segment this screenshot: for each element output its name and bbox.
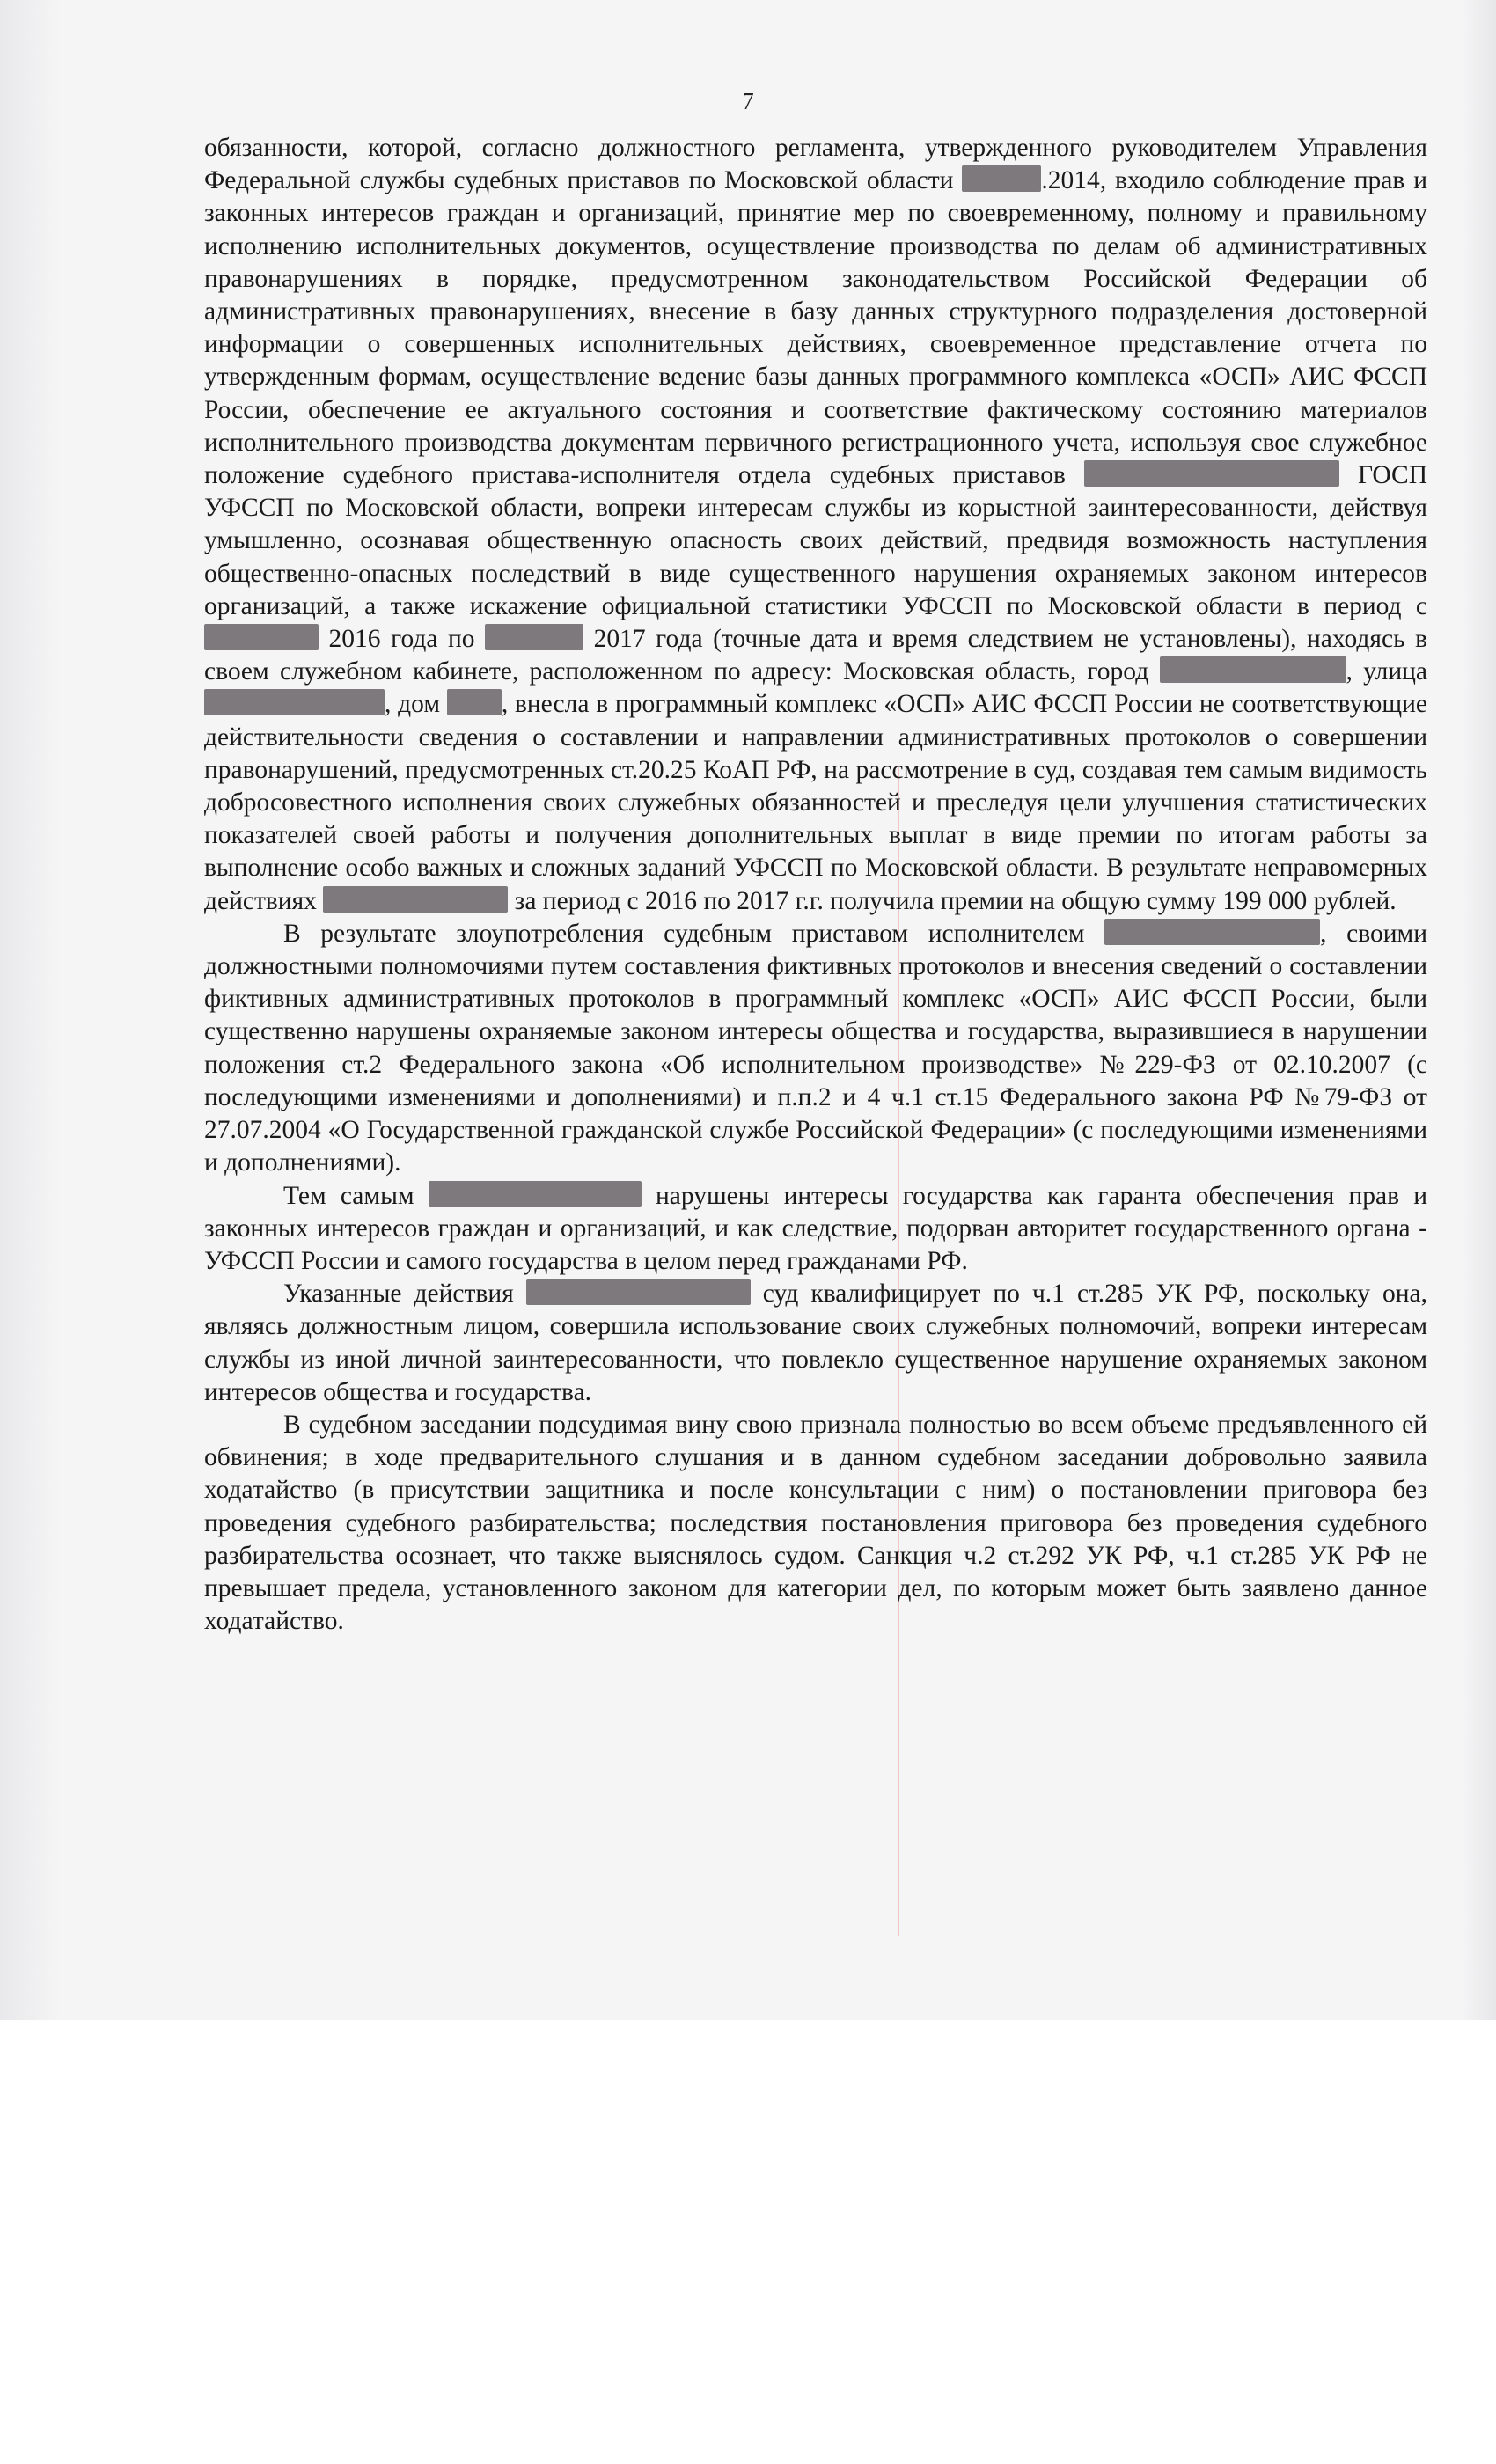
redaction-block: [962, 165, 1041, 192]
scan-shadow-left: [0, 0, 62, 2020]
redaction-block: [429, 1181, 642, 1207]
text-run: ГОСП УФССП по Московской области, вопреки интересам службы из корыстной заинтересованности, действуя умышленно, осознавая общественную опасность своих действий, предвидя возможность наступления общественно-опасных последствий в виде существенного нарушения охраняемых законом интересов организаций, а также искажение официальной статистики УФССП по Московской области в период с: [204, 461, 1428, 620]
paragraph-3: [204, 1180, 1427, 1279]
redaction-block: [323, 886, 508, 913]
text-run: за период с 2016 по 2017 г.г. получила премии на общую сумму 199 000 рублей.: [514, 886, 1397, 915]
text-run: .2014, входило соблюдение прав и законных интересов граждан и организаций, принятие мер по своевременному, полному и правильному исполнению исполнительных документов, осуществление производства по делам об административных правонарушениях в порядке, предусмотренном законодательством Российской Федерации об административных правонарушениях, внесение в базу данных структурного подразделения достоверной информации о совершенных исполнительных действиях, своевременное представление отчета по утвержденным формам, осуществление ведение базы данных программного комплекса «ОСП» АИС ФССП России, обеспечение ее актуального состояния и соответствие фактическому состоянию материалов исполнительного производства документам первичного регистрационного учета, используя свое служебное положение судебного пристава-исполнителя отдела судебных приставов: [204, 166, 1427, 490]
text-run: 2016 года по: [328, 625, 475, 654]
redaction-block: [526, 1279, 751, 1305]
scan-shadow-right: [1461, 0, 1496, 2020]
text-run: В результате злоупотребления судебным приставом исполнителем: [283, 919, 1085, 948]
text-run: обязанности, которой, согласно должностного регламента, утвержденного руководителем Управления Федеральной службы судебных приставов по Московской области: [204, 134, 1427, 195]
text-run: суд квалифицирует по ч.1 ст.285 УК РФ, поскольку она, являясь должностным лицом, совершила использование своих служебных полномочий, вопреки интересам службы из иной личной заинтересованности, что повлекло существенное нарушение охраняемых законом интересов общества и государства.: [204, 1280, 1428, 1406]
text-run: , улица: [1346, 657, 1428, 686]
redaction-block: [204, 689, 385, 715]
text-run: , внесла в программный комплекс «ОСП» АИС ФССП России не соответствующие действительности сведения о составлении и направлении административных протоколов о совершении правонарушений, предусмотренных ст.20.25 КоАП РФ, на рассмотрение в суд, создавая тем самым видимость добросовестного исполнения своих служебных обязанностей и преследуя цели улучшения статистических показателей своей работы и получения дополнительных выплат в виде премии по итогам работы за выполнение особо важных и сложных заданий УФССП по Московской области. В результате неправомерных действиях: [204, 690, 1427, 915]
text-run: , своими должностными полномочиями путем составления фиктивных протоколов и внесения сведений о составлении фиктивных административных протоколов в программный комплекс «ОСП» АИС ФССП России, были существенно нарушены охраняемые законом интересы общества и государства, выразившиеся в нарушении положения ст.2 Федерального закона «Об исполнительном производстве» №229-ФЗ от 02.10.2007 (с последующими изменениями и дополнениями) и п.п.2 и 4 ч.1 ст.15 Федерального закона РФ №79-ФЗ от 27.07.2004 «О Государственной гражданской службе Российской Федерации» (с последующими изменениями и дополнениями).: [204, 919, 1427, 1177]
text-run: нарушены интересы государства как гаранта обеспечения прав и законных интересов граждан и организаций, и как следствие, подорван авторитет государственного органа - УФССП России и самого государства в целом перед гражданами РФ.: [204, 1181, 1428, 1275]
page-number: 7: [742, 88, 754, 114]
redaction-block: [485, 624, 583, 650]
redaction-block: [1084, 460, 1339, 487]
paragraph-2: [204, 918, 1427, 1180]
document-body: [204, 132, 1427, 1638]
redaction-block: [1104, 919, 1320, 945]
text-run: Тем самым: [283, 1181, 414, 1210]
text-run: В судебном заседании подсудимая вину свою признала полностью во всем объеме предъявленного ей обвинения; в ходе предварительного слушания и в данном судебном заседании добровольно заявила ходатайство (в присутствии защитника и после консультации с ним) о постановлении приговора без проведения судебного разбирательства; последствия постановления приговора без проведения судебного разбирательства осознает, что также выяснялось судом. Санкция ч.2 ст.292 УК РФ, ч.1 ст.285 УК РФ не превышает предела, установленного законом для категории дел, по которым может быть заявлено данное ходатайство.: [204, 1410, 1427, 1636]
paragraph-1: [204, 132, 1427, 918]
text-run: Указанные действия: [283, 1280, 514, 1309]
paragraph-5: [204, 1409, 1427, 1638]
redaction-block: [1160, 656, 1346, 683]
redaction-block: [204, 624, 319, 650]
redaction-block: [447, 689, 502, 715]
text-run: , дом: [385, 690, 441, 719]
paragraph-4: [204, 1278, 1427, 1409]
text-run: 2017 года (точные дата и время следствием не установлены), находясь в своем служебном кабинете, расположенном по адресу: Московская область, город: [204, 625, 1428, 686]
